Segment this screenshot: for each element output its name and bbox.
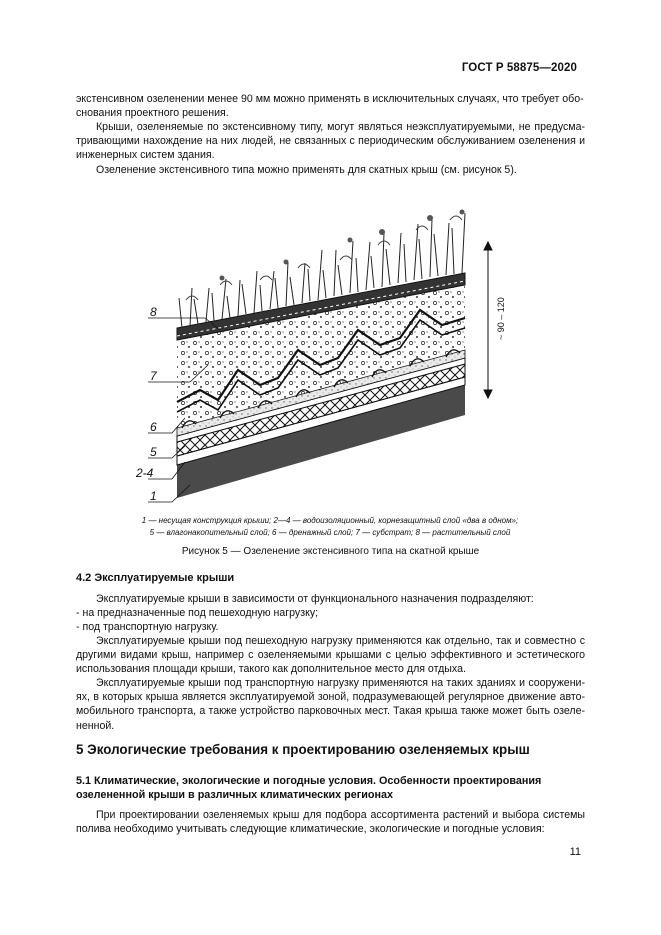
section-4-2-item-1: - на предназначенные под пешеходную нагрузку; (76, 607, 319, 619)
section-4-2-paragraph-2: Эксплуатируемые крыши под транспортную нагрузку применяются на таких зданиях и сооружени-ях, в которых крыша является эксплуатируемой зоной, подразумевающей регулярное движение авто-мобильного транспорта, а также устройство парковочных мест. Такая крыша также может быть озеле-ненной. (76, 677, 585, 732)
document-id: ГОСТ Р 58875—2020 (461, 62, 577, 74)
callout-8: 8 (150, 305, 157, 319)
figure-legend-line-2: 5 — влагонакопительный слой; 6 — дренажный слой; 7 — субстрат; 8 — растительный слой (149, 528, 511, 537)
callout-5: 5 (150, 445, 157, 459)
callout-7: 7 (150, 369, 157, 383)
intro-line-1: экстенсивном озеленении менее 90 мм можно применять в исключительных случаях, что требует обо- (76, 93, 584, 105)
section-5-heading: 5 Экологические требования к проектированию озеленяемых крыш (76, 742, 530, 757)
callout-6: 6 (150, 420, 157, 434)
section-4-2-paragraph-1: Эксплуатируемые крыши под пешеходную нагрузку применяются как отдельно, так и совместно с другими видами крыш, например с озеленяемыми крышами с целью эффективного и эстетического использования площади крыши, такого как дополнительное место для отдыха. (76, 635, 585, 676)
callout-1: 1 (150, 489, 157, 503)
intro-paragraph-2: Крыши, озеленяемые по экстенсивному типу, могут являться неэксплуатируемыми, не предусма-тривающими нахождение на них людей, не связанных с периодическим обслуживанием озеленения и инженерных систем здания. (76, 121, 585, 162)
section-4-2-heading: 4.2 Эксплуатируемые крыши (76, 572, 235, 584)
section-5-1-paragraph: При проектировании озеленяемых крыш для подбора ассортимента растений и выбора системы полива необходимо учитывать следующие климатические, экологические и погодные условия: (76, 809, 585, 836)
dimension-label: ~ 90 – 120 (496, 297, 506, 340)
figure-caption: Рисунок 5 — Озеленение экстенсивного типа на скатной крыше (181, 546, 480, 557)
intro-paragraph-3: Озеленение экстенсивного типа можно применять для скатных крыш (см. рисунок 5). (96, 164, 517, 176)
callout-2-4: 2-4 (136, 466, 154, 480)
intro-line-2: снования проектного решения. (76, 107, 229, 119)
page-number: 11 (569, 846, 581, 858)
roof-layers-figure (120, 190, 520, 510)
section-5-1-heading: 5.1 Климатические, экологические и погодные условия. Особенности проектирования озелененной крыши в различных климатических регионах (76, 775, 542, 801)
figure-legend-line-1: 1 — несущая конструкция крыши; 2—4 — водоизоляционный, корнезащитный слой «два в одном»; (141, 516, 519, 525)
section-4-2-item-2: - под транспортную нагрузку. (76, 621, 219, 633)
section-4-2-intro: Эксплуатируемые крыши в зависимости от функционального назначения подразделяют: (96, 593, 534, 605)
